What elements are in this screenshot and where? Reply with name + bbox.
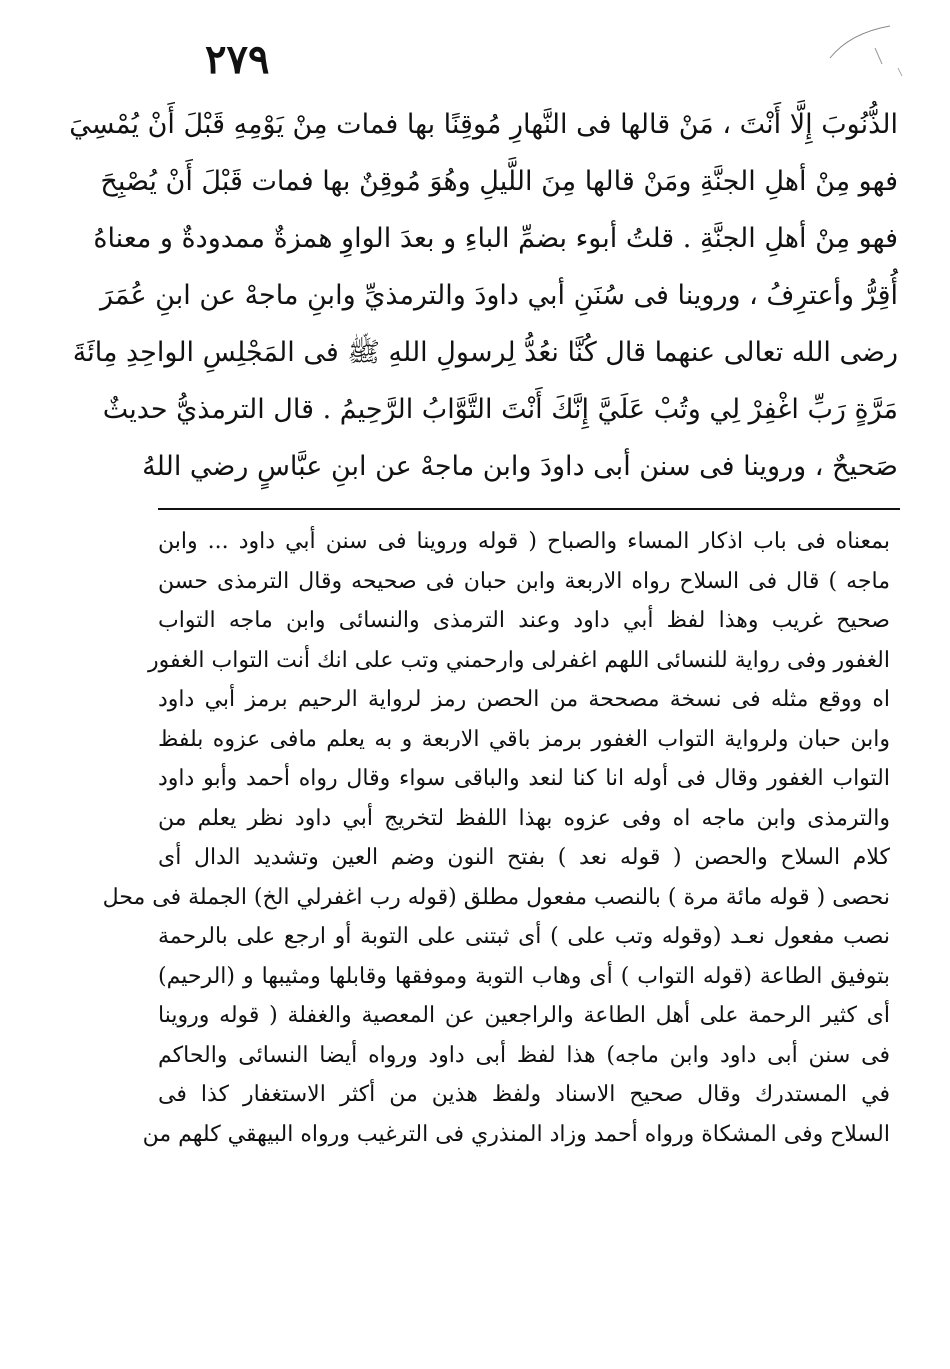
main-text-line: أُقِرُّ وأعترِفُ ، وروينا فى سُنَنِ أبي داودَ والترمذيِّ وابنِ ماجهْ عن ابنِ عُمَرَ bbox=[99, 280, 898, 311]
main-text-line: مَرَّةٍ رَبِّ اغْفِرْ لِي وتُبْ عَلَيَّ إِنَّكَ أَنْتَ التَّوَّابُ الرَّحِيمُ . قال الترمذيُّ حديثٌ bbox=[102, 394, 898, 425]
commentary-line: ماجه ) قال فى السلاح رواه الاربعة وابن حبان فى صحيحه وقال الترمذى حسن bbox=[158, 568, 890, 594]
commentary-line: نصب مفعول نعـد (وقوله وتب على ) أى ثبتنى على التوبة أو ارجع على بالرحمة bbox=[158, 924, 890, 949]
main-text-block bbox=[69, 96, 898, 495]
commentary-line: وابن حبان ولرواية التواب الغفور برمز باقي الاربعة و به يعلم مافى عزوه بلفظ bbox=[158, 726, 890, 752]
commentary-line: أى كثير الرحمة على أهل الطاعة والراجعين عن المعصية والغفلة ( قوله وروينا bbox=[158, 1003, 890, 1028]
commentary-line: نحصى ( قوله مائة مرة ) بالنصب مفعول مطلق (قوله رب اغفرلي الخ) الجملة فى محل bbox=[102, 884, 890, 910]
commentary-block bbox=[102, 522, 890, 1154]
main-text-line: صَحيحٌ ، وروينا فى سنن أبى داودَ وابن ماجهْ عن ابنِ عبَّاسٍ رضي اللهُ bbox=[142, 451, 898, 482]
commentary-line: السلاح وفى المشكاة ورواه أحمد وزاد المنذري فى الترغيب ورواه البيهقي كلهم من bbox=[142, 1121, 890, 1147]
commentary-line: كلام السلاح والحصن ( قوله نعد ) بفتح النون وضم العين وتشديد الدال أى bbox=[158, 845, 890, 870]
commentary-line: فى سنن أبى داود وابن ماجه) هذا لفظ أبى داود ورواه أيضا النسائى والحاكم bbox=[158, 1042, 890, 1068]
commentary-line: الغفور وفى رواية للنسائى اللهم اغفرلى وارحمني وتب على انك أنت التواب الغفور bbox=[148, 647, 890, 673]
commentary-line: بمعناه فى باب اذكار المساء والصباح ( قوله وروينا فى سنن أبي داود ... وابن bbox=[158, 529, 890, 554]
commentary-line: في المستدرك وقال صحيح الاسناد ولفظ هذين من أكثر الاستغفار كذا فى bbox=[158, 1082, 890, 1107]
page-number: ٢٧٩ bbox=[205, 36, 270, 83]
commentary-line: التواب الغفور وقال فى أوله انا كنا لنعد والباقى سواء وقال رواه أحمد وأبو داود bbox=[158, 766, 890, 791]
commentary-line: والترمذى وابن ماجه اه وفى عزوه بهذا اللفظ لتخريج أبي داود نظر يعلم من bbox=[158, 805, 890, 831]
main-text-line: فهو مِنْ أهلِ الجنَّةِ ومَنْ قالها مِنَ اللَّيلِ وهُوَ مُوقِنٌ بها فمات قَبْلَ أَنْ يُصْبِحَ bbox=[100, 166, 898, 197]
commentary-line: اه ووقع مثله فى نسخة مصححة من الحصن رمز لرواية الرحيم برمز أبي داود bbox=[158, 687, 890, 712]
main-text-line: الذُّنُوبَ إِلَّا أَنْتَ ، مَنْ قالها فى النَّهارِ مُوقِنًا بها فمات مِنْ يَوْمِهِ قَبْلَ أَنْ يُمْسِيَ bbox=[69, 109, 898, 140]
commentary-line: صحيح غريب وهذا لفظ أبي داود وعند الترمذى والنسائى وابن ماجه التواب bbox=[158, 608, 890, 633]
main-text-line: رضى الله تعالى عنهما قال كُنَّا نعُدُّ لِرسولِ اللهِ ﷺ فى المَجْلِسِ الواحِدِ مِائَةَ bbox=[72, 337, 898, 368]
main-text-line: فهو مِنْ أهلِ الجنَّةِ . قلتُ أبوء بضمِّ الباءِ و بعدَ الواوِ همزةٌ ممدودةٌ و معناهُ bbox=[93, 223, 898, 254]
commentary-line: بتوفيق الطاعة (قوله التواب ) أى وهاب التوبة وموفقها وقابلها ومثيبها و (الرحيم) bbox=[158, 963, 890, 989]
section-divider bbox=[158, 508, 900, 510]
corner-scratch-mark bbox=[820, 18, 910, 78]
